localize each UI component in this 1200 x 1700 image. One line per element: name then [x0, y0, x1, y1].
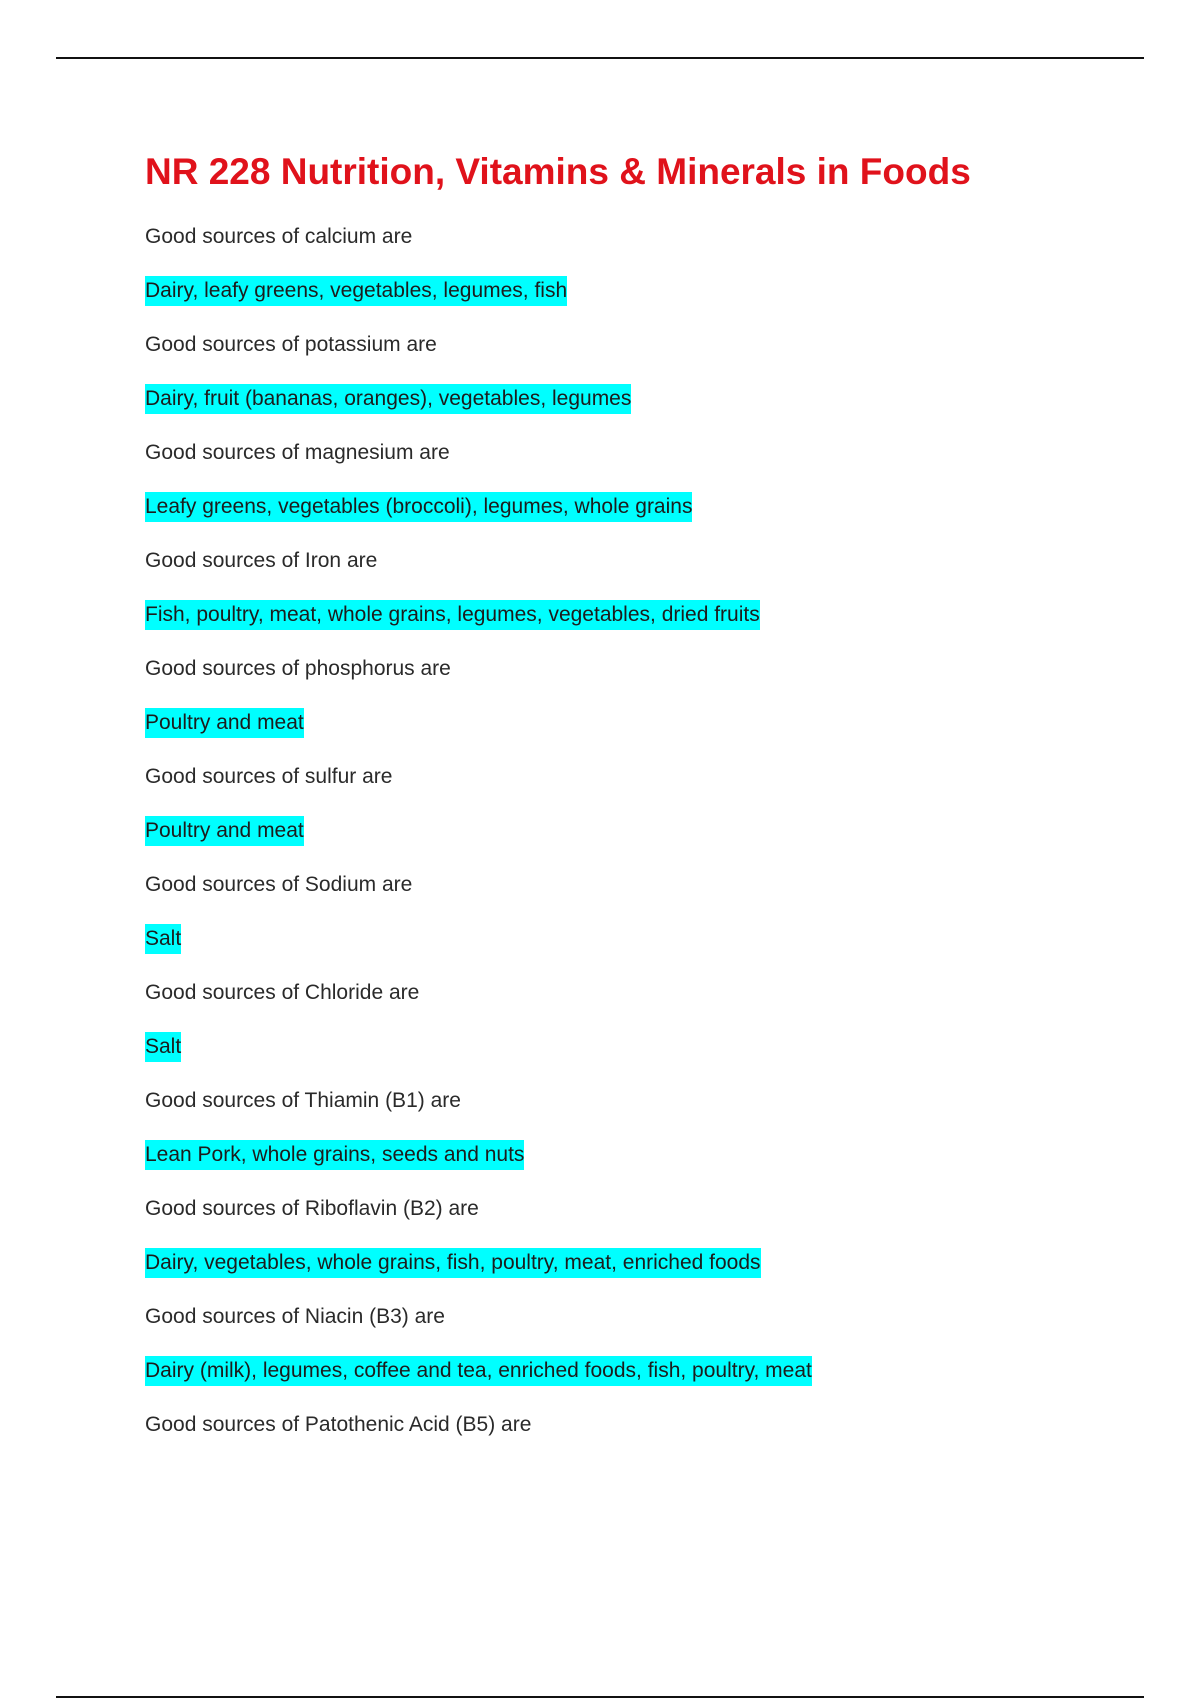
- answer-line: [145, 480, 1105, 534]
- question-text: Good sources of Patothenic Acid (B5) are: [145, 1413, 532, 1436]
- qa-item: [145, 318, 1105, 426]
- qa-item: [145, 966, 1105, 1074]
- highlighted-answer: Lean Pork, whole grains, seeds and nuts: [145, 1140, 524, 1170]
- question-text: Good sources of Chloride are: [145, 981, 420, 1004]
- question-text: Good sources of magnesium are: [145, 441, 450, 464]
- document-title: NR 228 Nutrition, Vitamins & Minerals in Foods: [145, 151, 971, 192]
- document-body: [145, 146, 1105, 1452]
- footer-rule: [56, 1696, 1144, 1698]
- highlighted-answer: Salt: [145, 1032, 181, 1062]
- qa-item: [145, 1290, 1105, 1398]
- highlighted-answer: Dairy, fruit (bananas, oranges), vegetables, legumes: [145, 384, 631, 414]
- question-text: Good sources of Sodium are: [145, 873, 413, 896]
- question-text: Good sources of Thiamin (B1) are: [145, 1089, 461, 1112]
- answer-line: [145, 912, 1105, 966]
- question-text: Good sources of Iron are: [145, 549, 378, 572]
- answer-line: [145, 1020, 1105, 1074]
- answer-line: [145, 372, 1105, 426]
- highlighted-answer: Fish, poultry, meat, whole grains, legumes, vegetables, dried fruits: [145, 600, 760, 630]
- qa-item: [145, 642, 1105, 750]
- answer-line: [145, 1344, 1105, 1398]
- highlighted-answer: Poultry and meat: [145, 816, 304, 846]
- question-text: Good sources of Niacin (B3) are: [145, 1305, 445, 1328]
- question-text: Good sources of phosphorus are: [145, 657, 451, 680]
- qa-list: [145, 210, 1105, 1452]
- qa-item: [145, 858, 1105, 966]
- question-text: Good sources of potassium are: [145, 333, 437, 356]
- qa-item: [145, 750, 1105, 858]
- highlighted-answer: Leafy greens, vegetables (broccoli), legumes, whole grains: [145, 492, 692, 522]
- question-text: Good sources of sulfur are: [145, 765, 393, 788]
- qa-item: [145, 426, 1105, 534]
- qa-item: [145, 1398, 1105, 1452]
- answer-line: [145, 1128, 1105, 1182]
- qa-item: [145, 534, 1105, 642]
- highlighted-answer: Dairy, leafy greens, vegetables, legumes, fish: [145, 276, 567, 306]
- qa-item: [145, 1074, 1105, 1182]
- answer-line: [145, 804, 1105, 858]
- qa-item: [145, 1182, 1105, 1290]
- answer-line: [145, 588, 1105, 642]
- highlighted-answer: Salt: [145, 924, 181, 954]
- highlighted-answer: Dairy, vegetables, whole grains, fish, poultry, meat, enriched foods: [145, 1248, 761, 1278]
- answer-line: [145, 696, 1105, 750]
- question-text: Good sources of Riboflavin (B2) are: [145, 1197, 479, 1220]
- answer-line: [145, 1236, 1105, 1290]
- highlighted-answer: Dairy (milk), legumes, coffee and tea, enriched foods, fish, poultry, meat: [145, 1356, 812, 1386]
- answer-line: [145, 264, 1105, 318]
- question-text: Good sources of calcium are: [145, 225, 413, 248]
- qa-item: [145, 210, 1105, 318]
- highlighted-answer: Poultry and meat: [145, 708, 304, 738]
- header-rule: [56, 57, 1144, 59]
